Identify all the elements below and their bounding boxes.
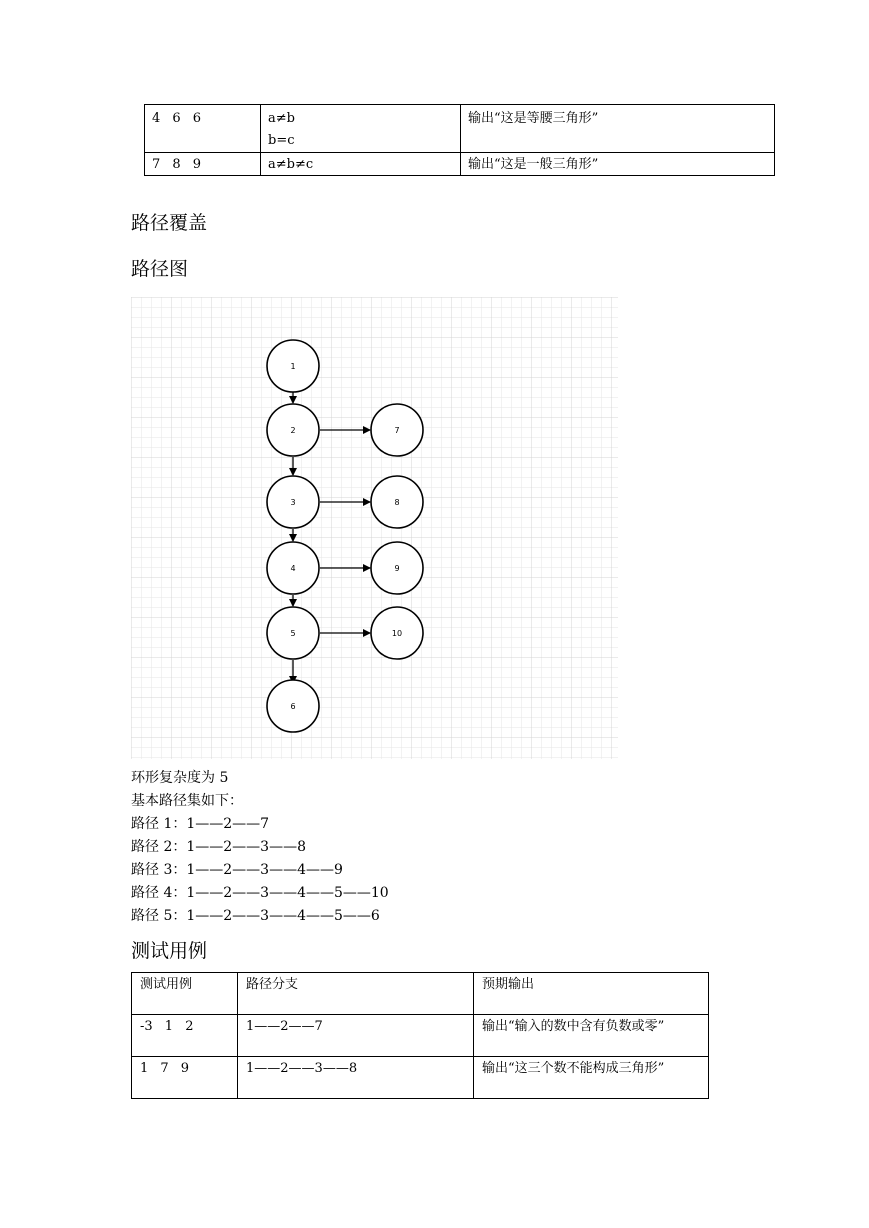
node-label: 1 [290, 362, 296, 371]
graph-node-3 [267, 476, 319, 528]
graph-node-7 [371, 404, 423, 456]
subsection-title: 路径图 [131, 258, 189, 280]
basis-intro: 基本路径集如下： [131, 793, 243, 809]
condition-cell: a≠b≠c [261, 153, 461, 176]
node-label: 2 [290, 426, 296, 435]
graph-node-9 [371, 542, 423, 594]
graph-node-2 [267, 404, 319, 456]
node-label: 7 [394, 426, 400, 435]
output-cell: 输出“这三个数不能构成三角形” [474, 1057, 709, 1099]
path-cell: 1——2——7 [238, 1015, 474, 1057]
complexity-text: 环形复杂度为 5 [131, 770, 229, 786]
input-cell: -3 1 2 [132, 1015, 238, 1057]
header-cell: 路径分支 [238, 973, 474, 1015]
output-cell: 输出“这是等腰三角形” [461, 105, 775, 153]
input-cell: 1 7 9 [132, 1057, 238, 1099]
table-row [132, 1015, 709, 1057]
grid-background [131, 297, 618, 759]
node-label: 5 [290, 629, 296, 638]
path-item: 路径 5：1——2——3——4——5——6 [131, 908, 380, 924]
input-cell: 4 6 6 [145, 105, 261, 153]
condition-line: b=c [268, 133, 295, 148]
section-title: 路径覆盖 [131, 212, 208, 234]
condition-cell [261, 105, 461, 153]
node-label: 6 [290, 702, 296, 711]
table-row [145, 153, 775, 176]
table-row [145, 105, 775, 153]
graph-node-8 [371, 476, 423, 528]
path-item: 路径 4：1——2——3——4——5——10 [131, 885, 389, 901]
graph-node-6 [267, 680, 319, 732]
test-title: 测试用例 [131, 940, 208, 962]
graph-node-10 [371, 607, 423, 659]
path-item: 路径 1：1——2——7 [131, 816, 270, 832]
test-case-table [131, 972, 709, 1099]
table-header-row [132, 973, 709, 1015]
path-graph [131, 297, 618, 759]
condition-line: a≠b [268, 111, 295, 126]
node-label: 4 [290, 564, 296, 573]
output-cell: 输出“这是一般三角形” [461, 153, 775, 176]
header-cell: 测试用例 [132, 973, 238, 1015]
graph-node-4 [267, 542, 319, 594]
path-cell: 1——2——3——8 [238, 1057, 474, 1099]
table-row [132, 1057, 709, 1099]
graph-node-1 [267, 340, 319, 392]
header-cell: 预期输出 [474, 973, 709, 1015]
node-label: 8 [394, 498, 400, 507]
node-label: 3 [290, 498, 296, 507]
graph-node-5 [267, 607, 319, 659]
input-cell: 7 8 9 [145, 153, 261, 176]
output-cell: 输出“输入的数中含有负数或零” [474, 1015, 709, 1057]
path-list [131, 813, 389, 928]
node-label: 10 [391, 629, 403, 638]
node-label: 9 [394, 564, 400, 573]
path-item: 路径 3：1——2——3——4——9 [131, 862, 343, 878]
equivalence-table [144, 104, 775, 176]
path-item: 路径 2：1——2——3——8 [131, 839, 306, 855]
